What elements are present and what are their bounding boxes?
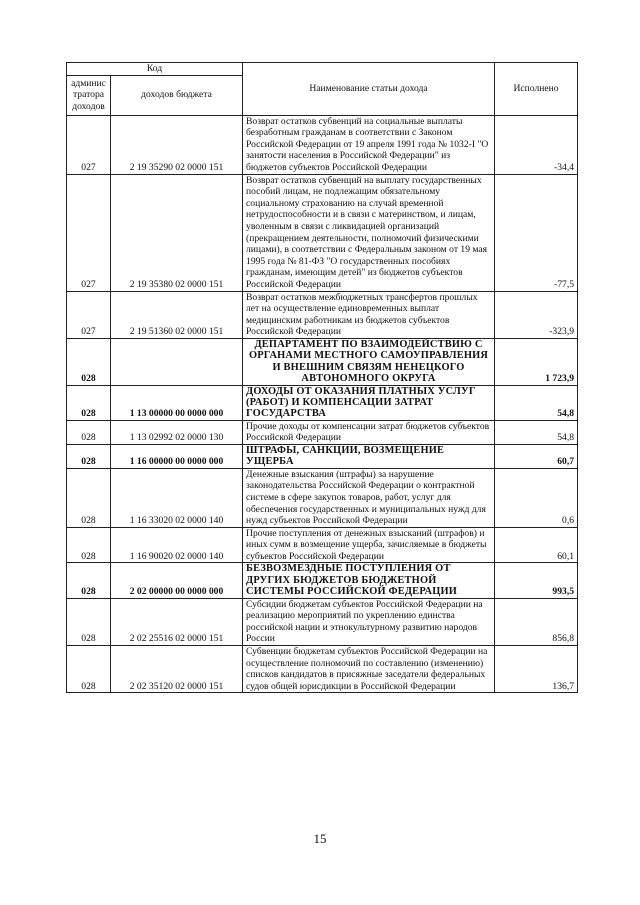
budget-code-cell: 2 02 00000 00 0000 000 bbox=[111, 563, 243, 598]
admin-code-cell: 028 bbox=[67, 527, 111, 563]
budget-code-cell: 2 19 35380 02 0000 151 bbox=[111, 174, 243, 291]
budget-code-cell: 2 02 35120 02 0000 151 bbox=[111, 646, 243, 693]
revenue-name-cell: ШТРАФЫ, САНКЦИИ, ВОЗМЕЩЕНИЕ УЩЕРБА bbox=[243, 444, 495, 468]
budget-code-cell: 1 16 00000 00 0000 000 bbox=[111, 444, 243, 468]
revenue-name-cell: Прочие поступления от денежных взысканий (штрафов) и иных сумм в возмещение ущерба, зачисляемые в бюджеты субъектов Российской Федерации bbox=[243, 527, 495, 563]
table-row bbox=[67, 598, 578, 645]
admin-code-cell: 028 bbox=[67, 563, 111, 598]
budget-code-column-header: доходов бюджета bbox=[111, 75, 243, 115]
revenue-name-cell: Возврат остатков субвенций на выплату государственных пособий лицам, не подлежащим обязательному социальному страхованию на случай временной нетрудоспособности и в связи с материнством, и лицам, уволенным в связи с ликвидацией организаций (прекращением деятельности, полномочий физическими лицами), в соответствии с Федеральным законом от 19 мая 1995 года № 81-ФЗ "О государственных пособиях гражданам, имеющим детей" из бюджетов субъектов Российской Федерации bbox=[243, 174, 495, 291]
table-row bbox=[67, 646, 578, 693]
executed-amount-cell: 54,8 bbox=[495, 385, 578, 420]
revenue-name-cell: Возврат остатков субвенций на социальные выплаты безработным гражданам в соответствии с Законом Российской Федерации от 19 апреля 1991 года № 1032-I "О занятости населения в Российской Федерации" из бюджетов субъектов Российской Федерации bbox=[243, 115, 495, 174]
name-column-header: Наименование статьи дохода bbox=[243, 63, 495, 116]
budget-code-cell bbox=[111, 338, 243, 385]
revenue-name-cell: ДЕПАРТАМЕНТ ПО ВЗАИМОДЕЙСТВИЮ С ОРГАНАМИ МЕСТНОГО САМОУПРАВЛЕНИЯ И ВНЕШНИМ СВЯЗЯМ НЕНЕЦКОГО АВТОНОМНОГО ОКРУГА bbox=[243, 338, 495, 385]
table-row bbox=[67, 115, 578, 174]
executed-amount-cell: 0,6 bbox=[495, 468, 578, 527]
admin-column-header: админис тратора доходов bbox=[67, 75, 111, 115]
admin-code-cell: 028 bbox=[67, 385, 111, 420]
table-row bbox=[67, 174, 578, 291]
revenue-name-cell: ДОХОДЫ ОТ ОКАЗАНИЯ ПЛАТНЫХ УСЛУГ (РАБОТ) И КОМПЕНСАЦИИ ЗАТРАТ ГОСУДАРСТВА bbox=[243, 385, 495, 420]
revenue-name-cell: БЕЗВОЗМЕЗДНЫЕ ПОСТУПЛЕНИЯ ОТ ДРУГИХ БЮДЖЕТОВ БЮДЖЕТНОЙ СИСТЕМЫ РОССИЙСКОЙ ФЕДЕРАЦИИ bbox=[243, 563, 495, 598]
executed-amount-cell: 1 723,9 bbox=[495, 338, 578, 385]
budget-code-cell: 1 13 02992 02 0000 130 bbox=[111, 420, 243, 444]
executed-amount-cell: -34,4 bbox=[495, 115, 578, 174]
executed-amount-cell: 60,1 bbox=[495, 527, 578, 563]
executed-amount-cell: -323,9 bbox=[495, 291, 578, 338]
table-row bbox=[67, 444, 578, 468]
budget-code-cell: 2 02 25516 02 0000 151 bbox=[111, 598, 243, 645]
table-row bbox=[67, 420, 578, 444]
revenue-name-cell: Прочие доходы от компенсации затрат бюджетов субъектов Российской Федерации bbox=[243, 420, 495, 444]
revenue-table bbox=[66, 62, 578, 693]
table-row bbox=[67, 527, 578, 563]
revenue-name-cell: Возврат остатков межбюджетных трансфертов прошлых лет на осуществление единовременных выплат медицинским работникам из бюджетов субъектов Российской Федерации bbox=[243, 291, 495, 338]
budget-code-cell: 2 19 35290 02 0000 151 bbox=[111, 115, 243, 174]
table-row bbox=[67, 291, 578, 338]
revenue-name-cell: Денежные взыскания (штрафы) за нарушение законодательства Российской Федерации о контрактной системе в сфере закупок товаров, работ, услуг для обеспечения государственных и муниципальных нужд для нужд субъектов Российской Федерации bbox=[243, 468, 495, 527]
code-group-header: Код bbox=[67, 63, 243, 76]
budget-code-cell: 2 19 51360 02 0000 151 bbox=[111, 291, 243, 338]
admin-code-cell: 027 bbox=[67, 115, 111, 174]
admin-code-cell: 028 bbox=[67, 598, 111, 645]
admin-code-cell: 028 bbox=[67, 420, 111, 444]
admin-code-cell: 027 bbox=[67, 291, 111, 338]
table-row bbox=[67, 385, 578, 420]
revenue-name-cell: Субсидии бюджетам субъектов Российской Федерации на реализацию мероприятий по укреплению единства российской нации и этнокультурному развитию народов России bbox=[243, 598, 495, 645]
executed-amount-cell: 856,8 bbox=[495, 598, 578, 645]
executed-column-header: Исполнено bbox=[495, 63, 578, 116]
budget-code-cell: 1 13 00000 00 0000 000 bbox=[111, 385, 243, 420]
executed-amount-cell: -77,5 bbox=[495, 174, 578, 291]
executed-amount-cell: 60,7 bbox=[495, 444, 578, 468]
table-row bbox=[67, 338, 578, 385]
revenue-name-cell: Субвенции бюджетам субъектов Российской Федерации на осуществление полномочий по составлению (изменению) списков кандидатов в присяжные заседатели федеральных судов общей юрисдикции в Российской Федерации bbox=[243, 646, 495, 693]
executed-amount-cell: 136,7 bbox=[495, 646, 578, 693]
admin-code-cell: 027 bbox=[67, 174, 111, 291]
admin-code-cell: 028 bbox=[67, 338, 111, 385]
admin-code-cell: 028 bbox=[67, 468, 111, 527]
executed-amount-cell: 54,8 bbox=[495, 420, 578, 444]
budget-code-cell: 1 16 33020 02 0000 140 bbox=[111, 468, 243, 527]
page-number: 15 bbox=[313, 831, 327, 846]
executed-amount-cell: 993,5 bbox=[495, 563, 578, 598]
budget-code-cell: 1 16 90020 02 0000 140 bbox=[111, 527, 243, 563]
table-row bbox=[67, 563, 578, 598]
table-row bbox=[67, 468, 578, 527]
admin-code-cell: 028 bbox=[67, 444, 111, 468]
admin-code-cell: 028 bbox=[67, 646, 111, 693]
